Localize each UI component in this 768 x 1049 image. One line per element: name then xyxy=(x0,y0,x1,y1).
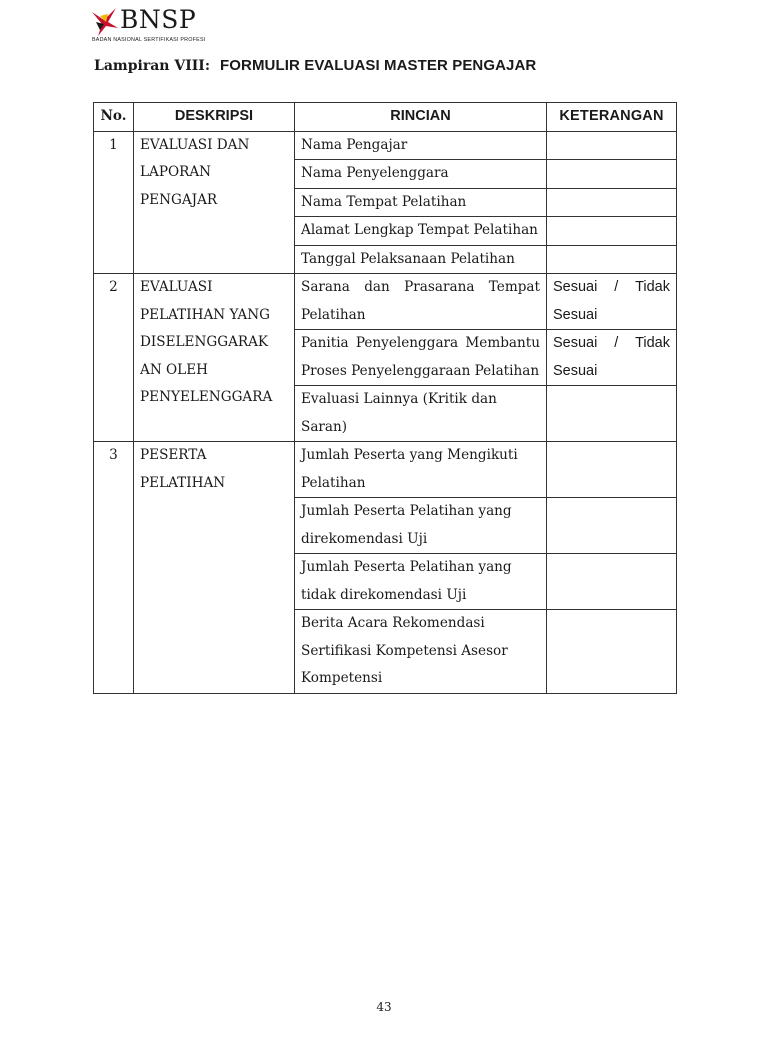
rincian-cell: Jumlah Peserta yang Mengikuti Pelatihan xyxy=(295,442,547,498)
logo-text: BNSP xyxy=(120,5,197,34)
deskripsi-line: DISELENGGARAK xyxy=(140,334,269,350)
rincian-cell: Sarana dan Prasarana Tempat Pelatihan xyxy=(295,274,547,330)
deskripsi-line: LAPORAN xyxy=(140,164,212,180)
keterangan-cell xyxy=(547,386,677,442)
header-rincian: RINCIAN xyxy=(295,103,547,132)
bnsp-logo xyxy=(90,4,220,48)
keterangan-cell xyxy=(547,160,677,189)
rincian-cell: Alamat Lengkap Tempat Pelatihan xyxy=(295,217,547,246)
keterangan-options xyxy=(553,330,670,358)
deskripsi-cell xyxy=(134,131,295,274)
row-number: 3 xyxy=(94,442,134,694)
form-title: FORMULIR EVALUASI MASTER PENGAJAR xyxy=(220,57,537,74)
keterangan-option: Sesuai xyxy=(553,279,598,295)
deskripsi-line: PELATIHAN YANG xyxy=(140,306,270,323)
row-number: 2 xyxy=(94,274,134,442)
deskripsi-cell xyxy=(134,442,295,694)
rincian-cell: Jumlah Peserta Pelatihan yang direkomendasi Uji xyxy=(295,498,547,554)
rincian-cell: Panitia Penyelenggara Membantu Proses Penyelenggaraan Pelatihan xyxy=(295,330,547,386)
rincian-cell: Jumlah Peserta Pelatihan yang tidak direkomendasi Uji xyxy=(295,554,547,610)
keterangan-option: Sesuai xyxy=(553,362,598,379)
header-keterangan: KETERANGAN xyxy=(547,103,677,132)
table-row xyxy=(94,131,677,160)
deskripsi-cell xyxy=(134,274,295,442)
keterangan-cell xyxy=(547,245,677,274)
header-deskripsi: DESKRIPSI xyxy=(134,103,295,132)
keterangan-separator: / xyxy=(614,335,619,351)
rincian-cell: Tanggal Pelaksanaan Pelatihan xyxy=(295,245,547,274)
deskripsi-line: PENYELENGGARA xyxy=(140,389,273,405)
keterangan-cell xyxy=(547,610,677,694)
keterangan-option: Tidak xyxy=(635,279,670,295)
deskripsi-line: PENGAJAR xyxy=(140,191,218,208)
keterangan-cell xyxy=(547,330,677,386)
deskripsi-line: EVALUASI xyxy=(140,279,213,295)
table-header-row xyxy=(94,103,677,132)
keterangan-cell xyxy=(547,217,677,246)
keterangan-cell xyxy=(547,131,677,160)
keterangan-separator: / xyxy=(614,279,619,295)
evaluation-table xyxy=(93,102,677,694)
rincian-cell: Nama Pengajar xyxy=(295,131,547,160)
keterangan-cell xyxy=(547,188,677,217)
rincian-cell: Nama Tempat Pelatihan xyxy=(295,188,547,217)
garuda-icon xyxy=(90,6,122,38)
rincian-cell: Evaluasi Lainnya (Kritik dan Saran) xyxy=(295,386,547,442)
keterangan-options xyxy=(553,274,670,302)
rincian-cell: Berita Acara Rekomendasi Sertifikasi Kompetensi Asesor Kompetensi xyxy=(295,610,547,694)
rincian-cell: Nama Penyelenggara xyxy=(295,160,547,189)
page-heading xyxy=(94,57,536,74)
table-row xyxy=(94,442,677,498)
logo-subtitle: BADAN NASIONAL SERTIFIKASI PROFESI xyxy=(92,37,206,43)
deskripsi-line: PESERTA xyxy=(140,447,207,463)
keterangan-option: Tidak xyxy=(635,335,670,351)
keterangan-cell xyxy=(547,498,677,554)
keterangan-option: Sesuai xyxy=(553,335,598,351)
table-row xyxy=(94,274,677,330)
keterangan-cell xyxy=(547,442,677,498)
deskripsi-line: PELATIHAN xyxy=(140,474,226,491)
row-number: 1 xyxy=(94,131,134,274)
keterangan-option: Sesuai xyxy=(553,306,598,323)
lampiran-label: Lampiran VIII: xyxy=(94,58,211,74)
keterangan-cell xyxy=(547,274,677,330)
keterangan-cell xyxy=(547,554,677,610)
header-no: No. xyxy=(94,103,134,132)
deskripsi-line: AN OLEH xyxy=(140,361,208,378)
page-number: 43 xyxy=(376,1000,392,1014)
deskripsi-line: EVALUASI DAN xyxy=(140,136,250,153)
